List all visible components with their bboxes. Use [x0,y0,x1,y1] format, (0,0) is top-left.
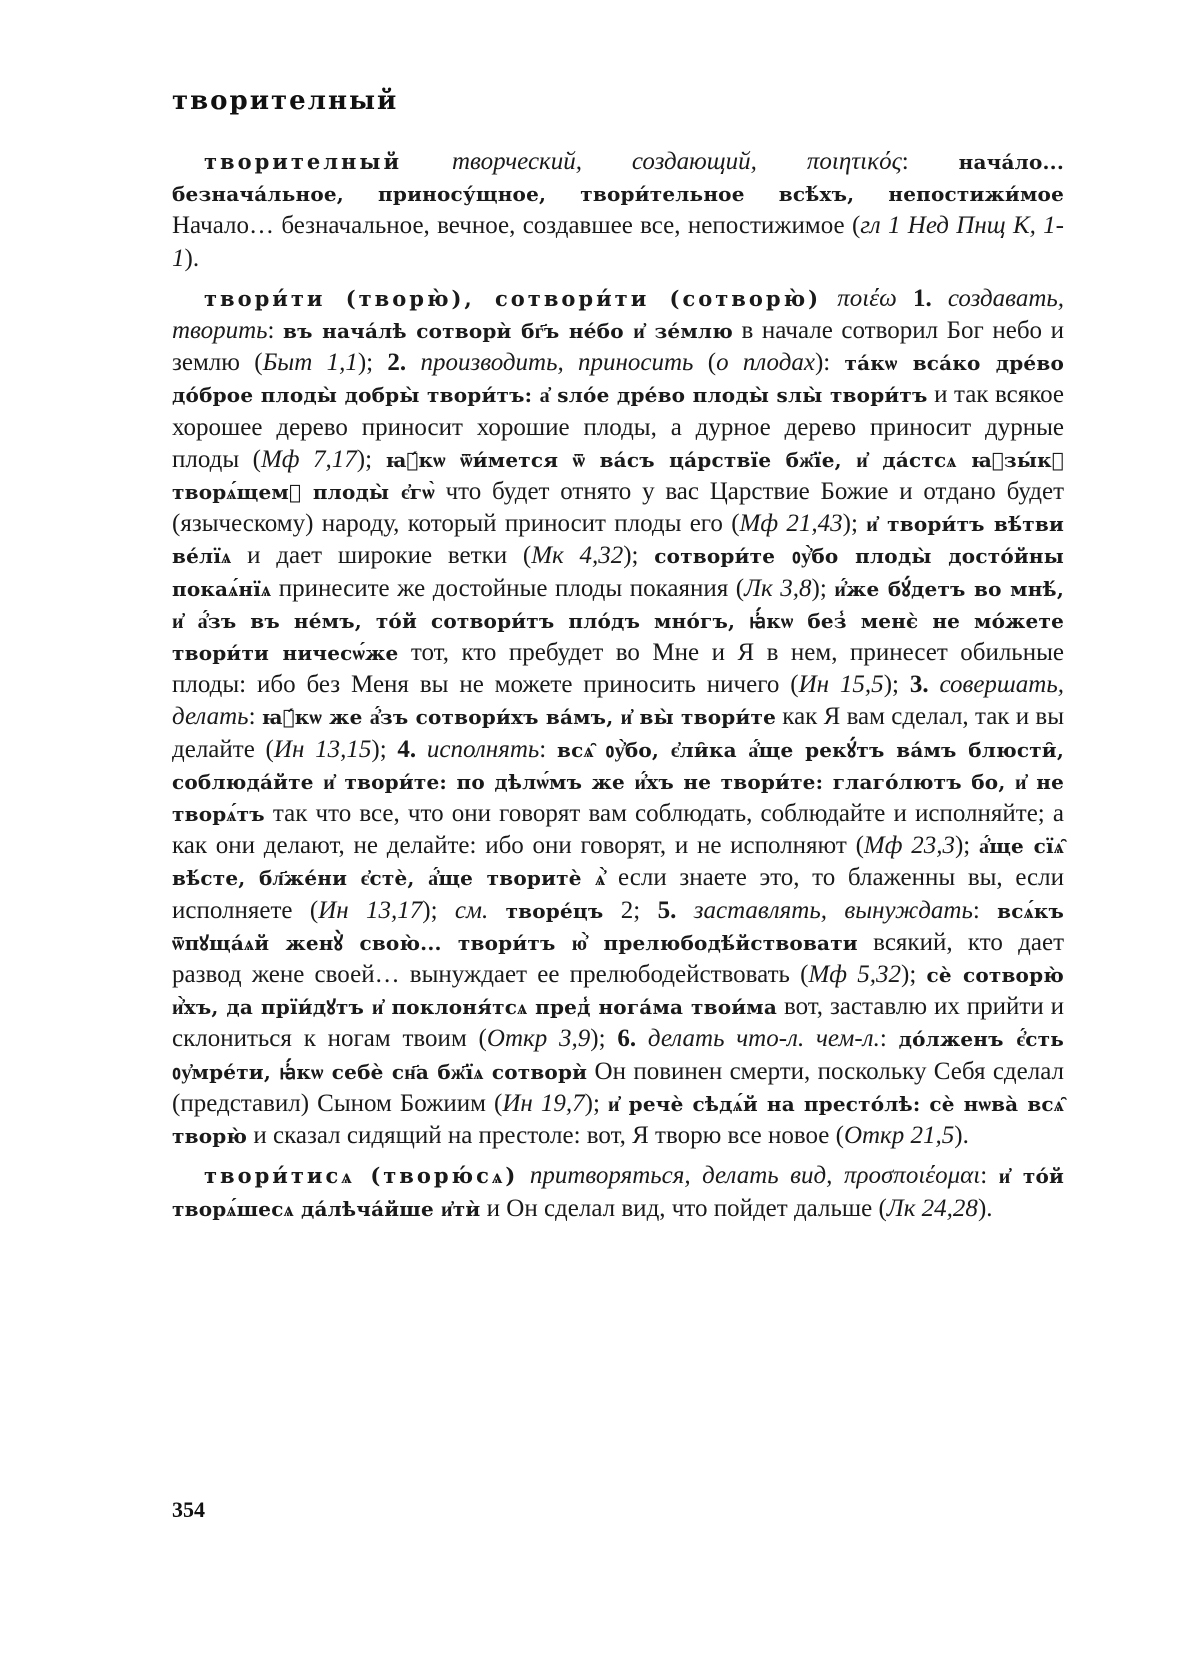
church-slavonic-quote: нача́ло... безнача́льное, приносу́щное, твори́тельное всѣ́хъ, непостижи́мое [172,150,1064,207]
plain-text: ); [371,735,398,763]
gloss-italic: создавать, творить [172,284,1065,345]
church-slavonic-quote: сотвори́те ᲂу҆̀бо плоды̀ досто́йны покаѧ́нїѧ [172,544,1064,601]
greek-equivalent: ποιητικός [806,148,902,175]
plain-text: и сказал сидящий на престоле: вот, Я творю все новое ( [247,1122,844,1150]
gloss-italic: о плодах [716,349,815,377]
sense-number: 1. [912,284,932,312]
gloss-italic: делать что-л. чем-л. [636,1025,880,1053]
church-slavonic-quote: всѧ́къ ѿпꙋща́ѧй женꙋ̀ свою̀... твори́тъ ю҆̀ прелюбодѣ́йствовати [172,898,1065,955]
dictionary-entry [172,283,1064,1152]
gloss-italic: заставлять, вынуждать [676,896,973,924]
plain-text: и Он сделал вид, что пойдет дальше ( [480,1194,887,1222]
gloss-italic: производить, приносить [406,349,694,377]
plain-text: : [248,703,262,731]
plain-text: ); [422,896,455,924]
plain-text: ( [693,349,717,377]
headword: творителный [204,149,403,174]
plain-text: и дает широкие ветки ( [231,542,532,570]
plain-text: ); [842,510,867,538]
gloss-italic: Откр 21,5 [843,1122,955,1150]
church-slavonic-quote: и҆ то́й творѧ́шесѧ да́лѣча́йше и҆тѝ [172,1164,1065,1221]
plain-text: в начале сотворил Бог небо и землю ( [172,317,1064,377]
gloss-italic: Ин 13,15 [273,735,372,763]
gloss-italic: Мф 21,43 [739,510,843,538]
gloss-italic: Ин 13,17 [318,896,423,924]
plain-text: ); [811,574,835,602]
church-slavonic-quote: и҆ твори́тъ вѣ́тви ве́лїѧ [172,512,1064,569]
church-slavonic-quote: а҆́ще сїѧ̑ вѣ́сте, бл҃же́ни є҆стѐ, а҆́ще творитѐ ѧ҆̀ [172,834,1064,891]
gloss-italic: Мф 23,3 [863,832,955,860]
sense-number: 4. [397,735,417,763]
gloss-italic: Лк 24,28 [886,1194,978,1222]
plain-text: ). [977,1194,993,1222]
gloss-italic: творческий, создающий, [452,148,807,175]
gloss-italic: Откр 3,9 [486,1025,591,1053]
plain-text: ); [954,832,979,860]
gloss-italic: Быт 1,1 [262,349,358,377]
gloss-italic: совершать, делать [172,671,1064,731]
plain-text: принесите же достойные плоды покаяния ( [271,574,745,602]
gloss-italic: Мк 4,32 [531,542,624,570]
plain-text: что будет отнято у вас Царствие Божие и отдано будет (языческому) народу, который приносит плоды его ( [172,478,1065,538]
church-slavonic-quote: въ нача́лѣ сотворѝ бг҃ъ не́бо и҆ зе́млю [283,319,733,344]
plain-text: : [901,148,959,175]
plain-text: : [879,1025,899,1053]
page-number: 354 [172,1497,205,1522]
plain-text: вот, заставлю их прийти и склониться к ногам твоим ( [172,993,1065,1053]
gloss-italic: см. [454,896,489,924]
dictionary-entry [172,1160,1064,1224]
plain-text: : [539,735,557,763]
greek-equivalent: ποιέω [837,284,897,312]
dictionary-entry [172,146,1064,275]
church-slavonic-quote: ꙗ҆́кѡ же а҆́зъ сотвори́хъ ва́мъ, и҆ вы̀ твори́те [261,705,777,730]
gloss-italic: Ин 19,7 [502,1089,585,1117]
plain-text: так что все, что они говорят вам соблюдать, соблюдайте и исполняйте; а как они делают, не делайте: ибо они говорят, и не исполняют ( [172,800,1064,860]
gloss-italic: Мф 7,17 [260,445,357,473]
church-slavonic-quote: сѐ сотворю̀ и҆̀хъ, да прїи́дꙋтъ и҆ поклоня́тсѧ пред̾ нога́ма твои́ма [172,963,1064,1020]
gloss-italic: Мф 5,32 [808,961,902,989]
gloss-italic: Лк 3,8 [744,574,812,602]
plain-text: ); [901,961,927,989]
church-slavonic-quote: до́лженъ є҆́сть ᲂу҆мре́ти, ꙗ҆́кѡ себѐ сн҃а бж҃їѧ сотворѝ [172,1027,1064,1084]
plain-text: ); [584,1089,608,1117]
church-slavonic-quote: и҆ речѐ сѣдѧ́й на престо́лѣ: сѐ нѡва̀ всѧ̑ творю̀ [172,1091,1064,1149]
plain-text: ); [356,445,386,473]
sense-number: 5. [657,896,677,924]
plain-text: 2; [603,896,658,924]
plain-text: : [972,896,998,924]
gloss-italic: исполнять [416,735,540,763]
plain-text [488,897,505,924]
plain-text: ); [883,671,910,699]
sense-number: 6. [617,1025,637,1053]
headword: твори́тисѧ (творю́сѧ) [204,1163,519,1189]
plain-text: ). [184,244,200,272]
plain-text: ); [623,542,655,570]
plain-text: ); [590,1025,618,1053]
church-slavonic-quote: та́кѡ вса́ко дре́во до́брое плоды̀ добры̀ твори́тъ: а҆ ѕло́е дре́во плоды̀ ѕлы̀ твори́тъ [172,351,1064,408]
plain-text: как Я вам сделал, так и вы делайте ( [172,703,1064,763]
headword: твори́ти (творю̀), сотвори́ти (сотворю̀) [204,285,822,311]
church-slavonic-quote: всѧ̑ ᲂу҆̀бо, є҆ли̑ка а҆́ще рекꙋ́тъ ва́мъ блюсти̑, соблюда́йте и҆ твори́те: по дѣлѡ́мъ же и҆́хъ не твори́те: глаго́лютъ бо, и҆ не творѧ́тъ [172,737,1064,827]
running-head: творителный [172,86,399,116]
church-slavonic-quote: ꙗ҆́кѡ ѿи́мется ѿ ва́съ ца́рствїе бж҃їе, и҆ да́стсѧ ꙗ҆зы́кꙋ творѧ́щемꙋ плоды̀ є҆гѡ̀ [172,447,1064,505]
church-slavonic-quote: творе́цъ [505,898,604,923]
plain-text: : [267,317,284,345]
plain-text: ): [814,349,845,377]
gloss-italic: притворяться, делать вид, [529,1162,844,1190]
gloss-italic: Ин 15,5 [798,671,884,699]
plain-text: Начало… безначальное, вечное, создавшее все, непостижимое ( [172,212,861,240]
plain-text: : [980,1162,999,1190]
plain-text: Он повинен смерти, поскольку Себя сделал (представил) Сыном Божиим ( [172,1057,1065,1117]
plain-text: всякий, кто дает развод жене своей… вынуждает ее прелюбодействовать ( [172,928,1065,989]
sense-number: 2. [387,349,407,377]
dictionary-body [172,146,1064,1233]
gloss-italic: гл 1 Нед Пнщ К, 1-1 [172,212,1064,272]
plain-text [897,285,913,312]
sense-number: 3. [909,671,929,699]
greek-equivalent: προσποιέομαι [843,1162,981,1190]
plain-text: если знаете это, то блаженны вы, если исполняете ( [172,864,1064,924]
plain-text: тот, кто пребудет во Мне и Я в нем, принесет обильные плоды: ибо без Меня вы не можете приносить ничего ( [172,639,1064,699]
plain-text: ). [954,1122,969,1150]
plain-text: и так всякое хорошее дерево приносит хорошие плоды, а дурное дерево приносит дурные плоды ( [172,381,1064,473]
church-slavonic-quote: и҆́же бꙋ́детъ во мнѣ́, и҆ а҆́зъ въ не́мъ, то́й сотвори́тъ пло́дъ мно́гъ, ꙗ҆́кѡ без̾ менє̀ не мо́жете твори́ти ничесѡ́же [172,576,1064,666]
plain-text: ); [357,349,388,377]
